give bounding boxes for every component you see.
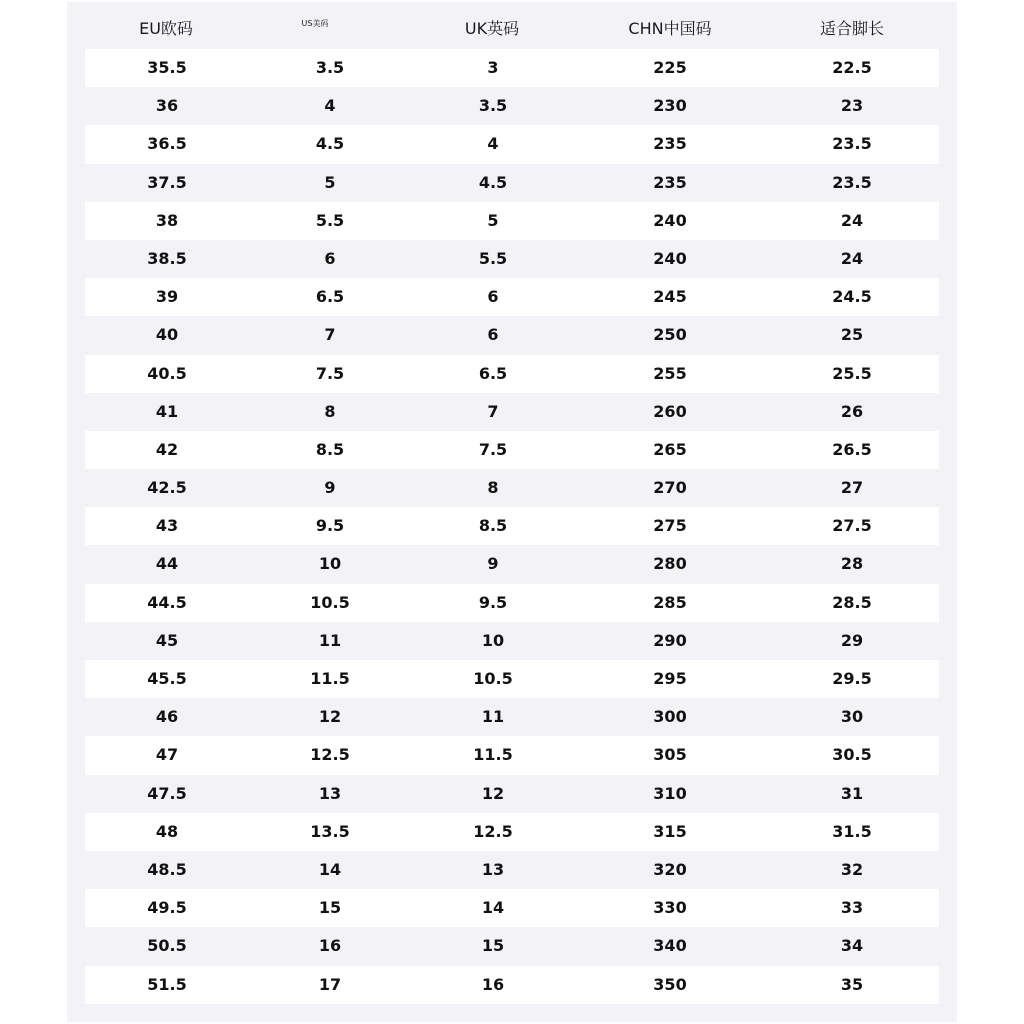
eu-size-cell: 48.5 [147,859,187,879]
table-row [85,584,939,622]
eu-size-cell: 47.5 [147,783,187,803]
table-row [85,49,939,87]
us-size-cell: 8.5 [315,439,345,459]
eu-size-cell: 45 [155,630,179,650]
chn-size-cell: 235 [653,172,687,192]
table-row [85,622,939,660]
us-size-cell: 12 [318,707,342,727]
chn-size-cell: 235 [653,134,687,154]
chn-size-cell: 280 [653,554,687,574]
foot-length-cell: 30 [840,707,864,727]
table-row [85,278,939,316]
uk-size-cell: 10 [481,630,505,650]
uk-size-cell: 6 [487,287,499,307]
foot-length-cell: 23.5 [832,134,872,154]
uk-size-cell: 6 [487,325,499,345]
table-row [85,660,939,698]
eu-size-cell: 40 [155,325,179,345]
uk-size-cell: 12.5 [473,821,513,841]
us-size-cell: 6.5 [315,287,345,307]
chn-size-cell: 260 [653,401,687,421]
table-row [85,698,939,736]
eu-size-cell: 47 [155,745,179,765]
chn-size-cell: 225 [653,58,687,77]
chn-size-cell: 350 [653,974,687,994]
chn-size-cell: 295 [653,669,687,688]
foot-length-cell: 29 [840,630,864,650]
foot-length-cell: 31.5 [832,821,872,841]
foot-length-cell: 26.5 [832,439,872,459]
uk-size-cell: 8 [487,478,499,498]
us-size-cell: 3.5 [315,58,345,77]
us-size-cell: 14 [318,859,342,879]
table-row [85,355,939,393]
us-size-cell: 7.5 [315,363,345,383]
eu-size-cell: 44 [155,554,179,574]
foot-length-cell: 24.5 [832,287,872,307]
foot-length-cell: 22.5 [832,58,872,77]
eu-size-cell: 41 [155,401,179,421]
chn-size-cell: 320 [653,859,687,879]
foot-length-cell: 29.5 [832,669,872,688]
us-size-cell: 11.5 [310,669,350,688]
foot-length-cell: 25 [840,325,864,345]
table-row [85,240,939,278]
foot-length-cell: 28 [840,554,864,574]
foot-length-cell: 33 [840,898,864,918]
chn-size-cell: 300 [653,707,687,727]
table-header [67,10,957,48]
chn-size-cell: 340 [653,936,687,956]
chn-size-cell: 245 [653,287,687,307]
us-size-cell: 4 [324,96,336,116]
us-size-cell: 13.5 [310,821,350,841]
eu-size-cell: 46 [155,707,179,727]
foot-length-cell: 24 [840,210,864,230]
us-size-cell: 12.5 [310,745,350,765]
eu-size-cell: 38 [155,210,179,230]
us-size-cell: 11 [318,630,342,650]
uk-size-cell: 7 [487,401,499,421]
foot-length-cell: 31 [840,783,864,803]
uk-size-cell: 11.5 [473,745,513,765]
table-row [85,851,939,889]
eu-size-cell: 35.5 [147,58,187,77]
foot-length-cell: 26 [840,401,864,421]
header-eu: EU欧码 [139,19,193,38]
chn-size-cell: 290 [653,630,687,650]
table-row [85,545,939,583]
us-size-cell: 8 [324,401,336,421]
uk-size-cell: 13 [481,859,505,879]
foot-length-cell: 23 [840,96,864,116]
uk-size-cell: 9.5 [478,592,508,612]
eu-size-cell: 51.5 [147,974,187,994]
eu-size-cell: 36 [155,96,179,116]
chn-size-cell: 255 [653,363,687,383]
uk-size-cell: 5.5 [478,248,508,268]
table-row [85,813,939,851]
us-size-cell: 9 [324,478,336,498]
foot-length-cell: 30.5 [832,745,872,765]
eu-size-cell: 40.5 [147,363,187,383]
table-row [85,393,939,431]
table-row [85,164,939,202]
uk-size-cell: 15 [481,936,505,956]
uk-size-cell: 11 [481,707,505,727]
header-chn: CHN中国码 [628,19,712,38]
foot-length-cell: 25.5 [832,363,872,383]
table-row [85,889,939,927]
eu-size-cell: 45.5 [147,669,187,688]
us-size-cell: 6 [324,248,336,268]
uk-size-cell: 10.5 [473,669,513,688]
us-size-cell: 10 [318,554,342,574]
us-size-cell: 9.5 [315,516,345,536]
table-row [85,736,939,774]
us-size-cell: 13 [318,783,342,803]
eu-size-cell: 38.5 [147,248,187,268]
eu-size-cell: 50.5 [147,936,187,956]
table-row [85,507,939,545]
table-row [85,775,939,813]
uk-size-cell: 12 [481,783,505,803]
uk-size-cell: 14 [481,898,505,918]
us-size-cell: 7 [324,325,336,345]
chn-size-cell: 240 [653,210,687,230]
eu-size-cell: 44.5 [147,592,187,612]
foot-length-cell: 35 [840,974,864,994]
eu-size-cell: 37.5 [147,172,187,192]
us-size-cell: 15 [318,898,342,918]
foot-length-cell: 23.5 [832,172,872,192]
eu-size-cell: 49.5 [147,898,187,918]
header-us: US美码 [301,19,329,28]
header-foot-length: 适合脚长 [819,19,885,38]
foot-length-cell: 32 [840,859,864,879]
eu-size-cell: 42 [155,439,179,459]
eu-size-cell: 42.5 [147,478,187,498]
uk-size-cell: 16 [481,974,505,994]
table-row [85,469,939,507]
uk-size-cell: 8.5 [478,516,508,536]
chn-size-cell: 250 [653,325,687,345]
header-uk: UK英码 [464,19,520,38]
table-row [85,431,939,469]
eu-size-cell: 39 [155,287,179,307]
chn-size-cell: 315 [653,821,687,841]
uk-size-cell: 4 [487,134,499,154]
table-row [85,316,939,354]
us-size-cell: 17 [318,974,342,994]
us-size-cell: 5 [324,172,336,192]
table-row [85,125,939,163]
us-size-cell: 5.5 [315,210,345,230]
eu-size-cell: 36.5 [147,134,187,154]
uk-size-cell: 5 [487,210,499,230]
table-row [85,87,939,125]
uk-size-cell: 7.5 [478,439,508,459]
chn-size-cell: 310 [653,783,687,803]
us-size-cell: 4.5 [315,134,345,154]
chn-size-cell: 240 [653,248,687,268]
uk-size-cell: 9 [487,554,499,574]
chn-size-cell: 305 [653,745,687,765]
uk-size-cell: 4.5 [478,172,508,192]
chn-size-cell: 270 [653,478,687,498]
eu-size-cell: 43 [155,516,179,536]
chn-size-cell: 330 [653,898,687,918]
foot-length-cell: 27 [840,478,864,498]
us-size-cell: 16 [318,936,342,956]
chn-size-cell: 265 [653,439,687,459]
chn-size-cell: 275 [653,516,687,536]
table-row [85,966,939,1004]
chn-size-cell: 230 [653,96,687,116]
uk-size-cell: 3.5 [478,96,508,116]
uk-size-cell: 3 [487,58,499,77]
table-row [85,202,939,240]
foot-length-cell: 34 [840,936,864,956]
foot-length-cell: 28.5 [832,592,872,612]
chn-size-cell: 285 [653,592,687,612]
us-size-cell: 10.5 [310,592,350,612]
table-row [85,927,939,965]
foot-length-cell: 24 [840,248,864,268]
foot-length-cell: 27.5 [832,516,872,536]
size-table-body [85,49,939,1004]
uk-size-cell: 6.5 [478,363,508,383]
eu-size-cell: 48 [155,821,179,841]
